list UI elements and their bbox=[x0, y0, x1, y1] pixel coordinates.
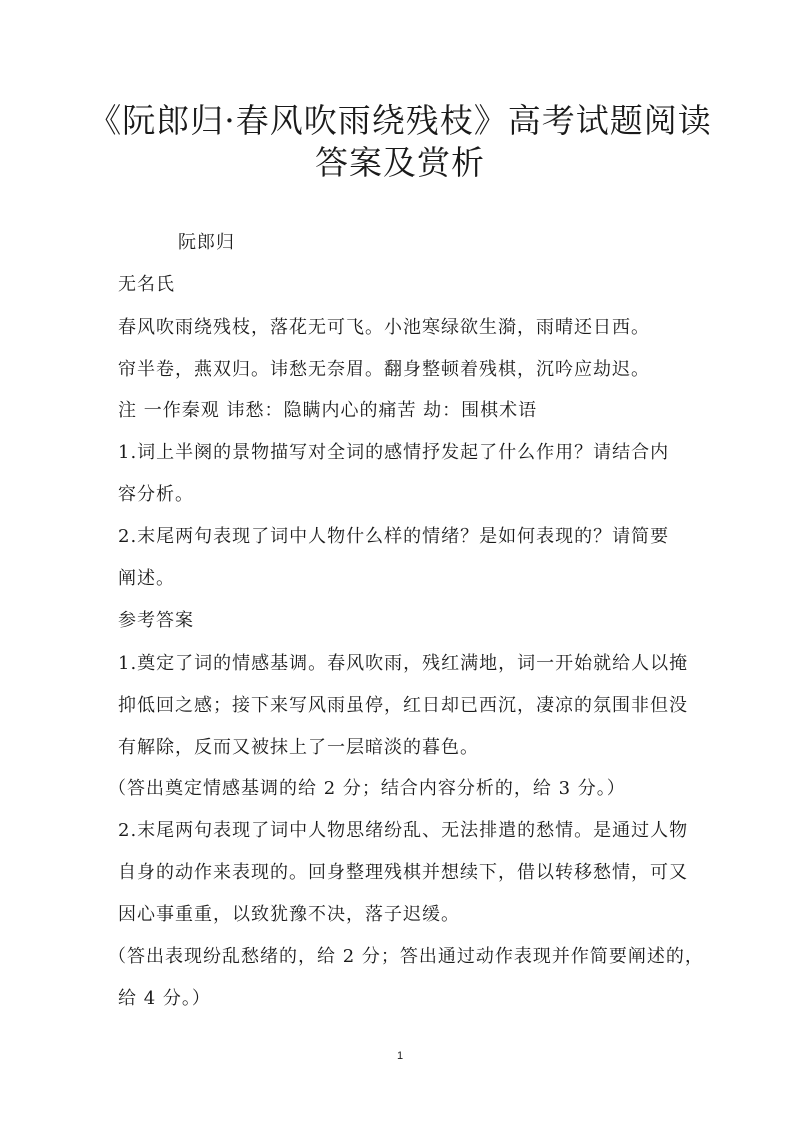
answer-text: 有解除，反而又被抹上了一层暗淡的暮色。 bbox=[118, 737, 479, 758]
poem-author: 无名氏 bbox=[118, 274, 175, 295]
document-title-line-2: 答案及赏析 bbox=[315, 143, 485, 182]
poem-note: 注 一作秦观 讳愁：隐瞒内心的痛苦 劫：围棋术语 bbox=[118, 400, 538, 421]
question-text: 2.末尾两句表现了词中人物什么样的情绪？是如何表现的？请简要 bbox=[118, 526, 670, 547]
answer-text: 自身的动作来表现的。回身整理残棋并想续下，借以转移愁情，可又 bbox=[118, 862, 688, 883]
scoring-note: 给 4 分。） bbox=[118, 988, 211, 1009]
answer-text: 因心事重重，以致犹豫不决，落子迟缓。 bbox=[118, 904, 460, 925]
document-title-line-1: 《阮郎归·春风吹雨绕残枝》高考试题阅读 bbox=[88, 101, 712, 140]
scoring-note: （答出奠定情感基调的给 2 分；结合内容分析的，给 3 分。） bbox=[108, 778, 626, 799]
answer-text: 2.末尾两句表现了词中人物思绪纷乱、无法排遣的愁情。是通过人物 bbox=[118, 820, 689, 841]
answer-text: 抑低回之感；接下来写风雨虽停，红日却已西沉，凄凉的氛围非但没 bbox=[118, 695, 688, 716]
poem-line: 帘半卷，燕双归。讳愁无奈眉。翻身整顿着残棋，沉吟应劫迟。 bbox=[118, 359, 650, 380]
answer-text: 1.奠定了词的情感基调。春风吹雨，残红满地，词一开始就给人以掩 bbox=[118, 653, 689, 674]
page-number: 1 bbox=[396, 1050, 404, 1062]
question-text: 1.词上半阕的景物描写对全词的感情抒发起了什么作用？请结合内 bbox=[118, 442, 670, 463]
poem-line: 春风吹雨绕残枝，落花无可飞。小池寒绿欲生漪，雨晴还日西。 bbox=[118, 317, 650, 338]
scoring-note: （答出表现纷乱愁绪的，给 2 分；答出通过动作表现并作简要阐述的， bbox=[108, 946, 704, 967]
poem-title: 阮郎归 bbox=[178, 232, 235, 253]
question-text: 容分析。 bbox=[118, 484, 194, 505]
question-text: 阐述。 bbox=[118, 568, 175, 589]
answer-heading: 参考答案 bbox=[118, 610, 194, 631]
